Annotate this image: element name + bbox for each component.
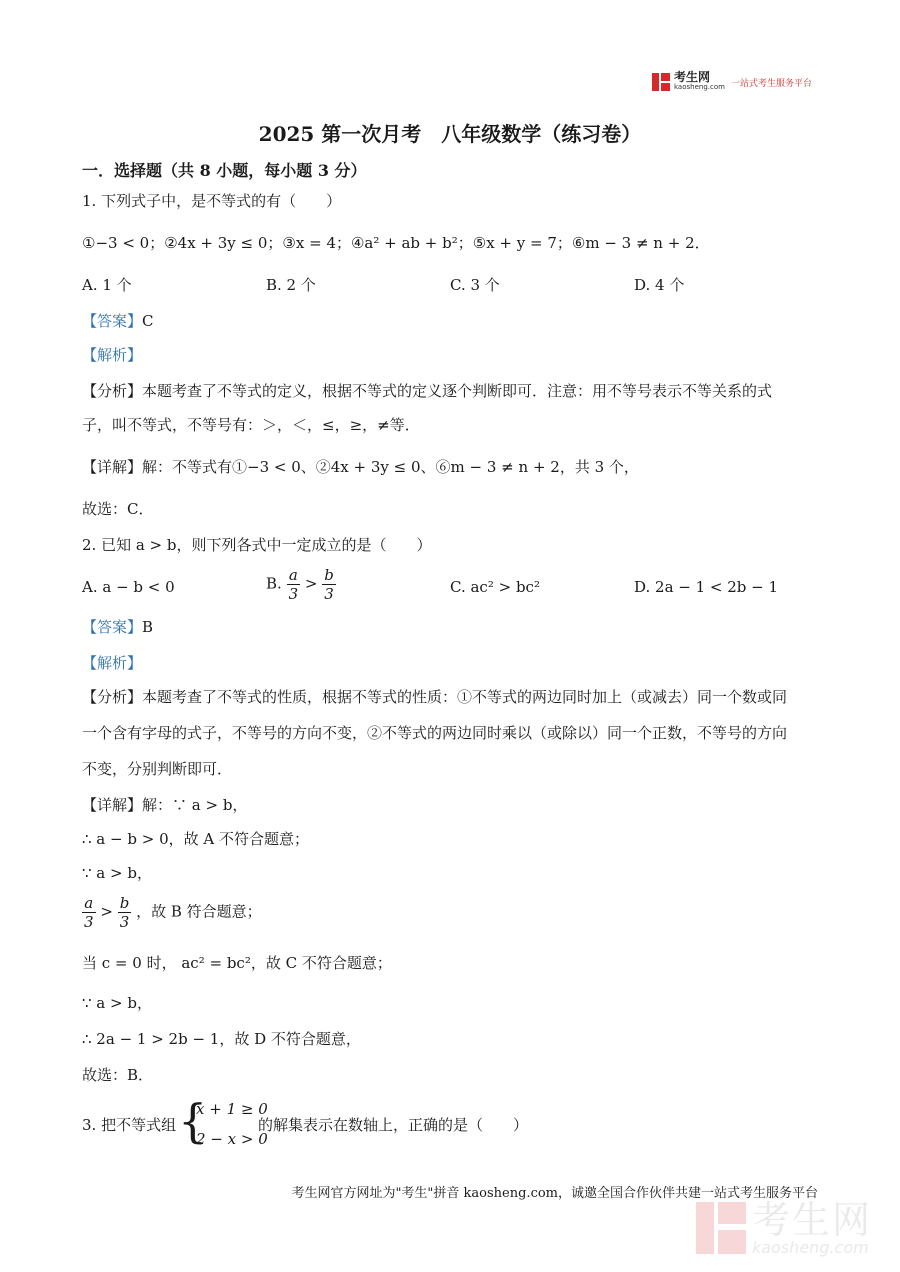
watermark-text <box>752 1200 872 1256</box>
q2-stem: 2. 已知 a > b，则下列各式中一定成立的是（ ） <box>82 536 432 554</box>
q1-xiangjie: 【详解】解：不等式有①−3 < 0、②4x + 3y ≤ 0、⑥m − 3 ≠ n + 2，共 3 个， <box>82 458 639 476</box>
q2-answer: B <box>142 618 154 636</box>
q2-step5: 当 c = 0 时， ac² = bc²，故 C 不符合题意； <box>82 954 392 972</box>
logo-text <box>674 72 725 92</box>
q1-answer-row <box>82 310 154 332</box>
answer-tag: 【答案】 <box>82 312 143 330</box>
q1-conclusion: 故选：C． <box>82 500 154 518</box>
header-slogan: 一站式考生服务平台 <box>730 78 812 89</box>
page-title: 2025 第一次月考 八年级数学（练习卷） <box>258 122 642 146</box>
q2-option-b <box>266 566 336 603</box>
section-heading: 一．选择题（共 8 小题，每小题 3 分） <box>82 161 367 180</box>
fraction: $\frac{b}{3}$ <box>324 566 334 603</box>
q2-step4 <box>82 894 262 931</box>
operator: > <box>304 574 318 593</box>
logo-domain: kaosheng.com <box>674 83 725 91</box>
logo-name: 考生网 <box>674 70 711 84</box>
kaosheng-logo-icon <box>652 73 670 91</box>
q2-step6: ∵ a > b， <box>82 994 152 1012</box>
q2-option-c: C. ac² > bc² <box>450 578 540 596</box>
q1-option-d: D. 4 个 <box>634 276 685 294</box>
fraction: $\frac{b}{3}$ <box>119 894 130 931</box>
q2-conclusion: 故选：B． <box>82 1066 154 1084</box>
q2-option-a: A. a − b < 0 <box>82 578 175 596</box>
operator: > <box>100 902 113 921</box>
q2-step7: ∴ 2a − 1 > 2b − 1，故 D 不符合题意， <box>82 1030 361 1048</box>
q1-fenxi-line2: 子，叫不等式，不等号有：＞，＜，≤，≥，≠等． <box>82 416 420 434</box>
fraction: $\frac{a}{3}$ <box>84 894 94 931</box>
q2-step1: 【详解】解：∵ a > b， <box>82 796 248 814</box>
q1-option-b: B. 2 个 <box>266 276 316 294</box>
footer-note: 考生网官方网址为"考生"拼音 kaosheng.com，诚邀全国合作伙伴共建一站式考生服务平台 <box>291 1186 818 1201</box>
q2-step2: ∴ a − b > 0，故 A 不符合题意； <box>82 830 309 848</box>
q1-analysis-tag: 【解析】 <box>82 346 143 364</box>
q2-step4-text: ，故 B 符合题意； <box>136 902 262 921</box>
q3-system-2: 2 − x > 0 <box>196 1130 268 1148</box>
brace: { <box>178 1094 208 1148</box>
watermark-name: 考生网 <box>751 1198 872 1242</box>
kaosheng-watermark-icon <box>696 1202 746 1254</box>
q1-option-a: A. 1 个 <box>82 276 132 294</box>
q2-fenxi-line3: 不变，分别判断即可． <box>82 760 233 778</box>
q1-stem: 1. 下列式子中，是不等式的有（ ） <box>82 192 342 210</box>
q2-fenxi-line2: 一个含有字母的式子，不等号的方向不变，②不等式的两边同时乘以（或除以）同一个正数，不等号的方向 <box>82 724 788 742</box>
watermark-domain: kaosheng.com <box>751 1238 869 1257</box>
q1-option-c: C. 3 个 <box>450 276 500 294</box>
answer-tag: 【答案】 <box>82 618 143 636</box>
q2-option-d: D. 2a − 1 < 2b − 1 <box>634 578 779 596</box>
q3-system-1: x + 1 ≥ 0 <box>196 1100 268 1118</box>
q2-analysis-tag: 【解析】 <box>82 654 143 672</box>
q3-stem-suffix: 的解集表示在数轴上，正确的是（ ） <box>258 1116 529 1134</box>
watermark <box>696 1200 872 1256</box>
q2-answer-row <box>82 616 153 638</box>
header-logo <box>652 72 812 92</box>
fraction: $\frac{a}{3}$ <box>288 566 299 603</box>
q1-answer: C <box>142 312 154 330</box>
q1-items: ①−3 < 0；②4x + 3y ≤ 0；③x = 4；④a² + ab + b²；⑤x + y = 7；⑥m − 3 ≠ n + 2． <box>82 234 710 252</box>
q2-fenxi-line1: 【分析】本题考查了不等式的性质，根据不等式的性质：①不等式的两边同时加上（或减去）同一个数或同 <box>82 688 788 706</box>
q2-step3: ∵ a > b， <box>82 864 152 882</box>
q1-fenxi-line1: 【分析】本题考查了不等式的定义，根据不等式的定义逐个判断即可．注意：用不等号表示不等关系的式 <box>82 382 773 400</box>
q2-option-b-label: B. <box>266 574 282 593</box>
q3-stem-prefix: 3. 把不等式组 <box>82 1116 177 1134</box>
